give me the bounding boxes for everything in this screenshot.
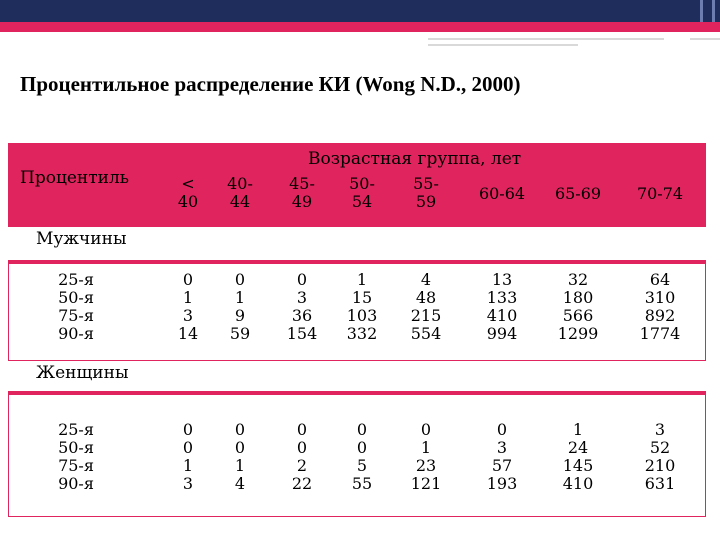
table-cell: 0 [296,438,308,457]
table-cell: 0 [182,438,194,457]
value-column [205,421,275,493]
table-cell: 3 [654,420,666,439]
table-cell: 0 [296,420,308,439]
value-column [543,271,613,343]
table-cell: 0 [182,420,194,439]
age-column-header: 50- 54 [349,174,375,211]
top-bar-stripe [712,0,715,22]
age-column-header: 40- 44 [227,174,253,211]
table-cell: 1 [420,438,432,457]
age-column-header: 55- 59 [413,174,439,211]
percentile-labels: 25-я 50-я 75-я 90-я [58,420,94,493]
table-cell: 5 [356,456,368,475]
table-cell: 892 [644,306,676,325]
table-cell: 64 [649,270,671,289]
table-cell: 9 [234,306,246,325]
table-cell: 0 [234,420,246,439]
decor-line [428,44,578,46]
table-cell: 180 [562,288,594,307]
table-cell: 1 [356,270,368,289]
table-cell: 3 [496,438,508,457]
value-column [625,271,695,343]
table-cell: 32 [567,270,589,289]
table-cell: 631 [644,474,676,493]
table-cell: 36 [291,306,313,325]
table-cell: 0 [234,270,246,289]
age-column-header: 70-74 [636,184,684,203]
table-cell: 0 [356,420,368,439]
table-cell: 0 [296,270,308,289]
table-cell: 3 [296,288,308,307]
age-group-header: Возрастная группа, лет [308,149,522,169]
table-cell: 0 [182,270,194,289]
age-column-header: 60-64 [478,184,526,203]
table-cell: 154 [286,324,318,343]
page-title: Процентильное распределение КИ (Wong N.D., 2000) [20,72,521,96]
value-column [391,271,461,343]
table-cell: 23 [415,456,437,475]
table-cell: 52 [649,438,671,457]
table-cell: 13 [491,270,513,289]
value-column [327,421,397,493]
value-column [205,271,275,343]
table-cell: 566 [562,306,594,325]
value-column [467,421,537,493]
table-cell: 48 [415,288,437,307]
decor-line [690,38,720,40]
table-cell: 1 [234,456,246,475]
table-cell: 133 [486,288,518,307]
table-cell: 24 [567,438,589,457]
percentile-labels: 25-я 50-я 75-я 90-я [58,270,94,343]
decor-line [428,38,664,40]
table-cell: 210 [644,456,676,475]
table-cell: 4 [234,474,246,493]
value-column [625,421,695,493]
table-cell: 2 [296,456,308,475]
table-cell: 59 [229,324,251,343]
table-cell: 3 [182,306,194,325]
table-cell: 554 [410,324,442,343]
table-cell: 0 [496,420,508,439]
table-cell: 1 [182,288,194,307]
age-column-header: 45- 49 [289,174,315,211]
table-cell: 4 [420,270,432,289]
table-cell: 1 [234,288,246,307]
table-cell: 0 [356,438,368,457]
table-cell: 15 [351,288,373,307]
top-bar-stripe [700,0,703,22]
age-column-header: 65-69 [554,184,602,203]
table-cell: 215 [410,306,442,325]
table-cell: 121 [410,474,442,493]
percentile-table [8,143,706,517]
table-cell: 310 [644,288,676,307]
group-label-women: Женщины [36,363,129,383]
table-cell: 410 [486,306,518,325]
table-cell: 103 [346,306,378,325]
table-cell: 193 [486,474,518,493]
table-cell: 1299 [557,324,599,343]
percentile-header: Процентиль [20,168,130,188]
table-cell: 994 [486,324,518,343]
value-column [391,421,461,493]
accent-bar [0,22,720,32]
table-cell: 3 [182,474,194,493]
value-column [327,271,397,343]
table-cell: 0 [234,438,246,457]
table-cell: 1 [572,420,584,439]
table-cell: 0 [420,420,432,439]
group-label-men: Мужчины [36,229,127,249]
table-cell: 55 [351,474,373,493]
age-column-header: < 40 [177,174,199,211]
table-cell: 145 [562,456,594,475]
table-cell: 1 [182,456,194,475]
table-cell: 14 [177,324,199,343]
top-bar [0,0,720,22]
table-cell: 22 [291,474,313,493]
value-column [543,421,613,493]
table-cell: 410 [562,474,594,493]
value-column [467,271,537,343]
table-cell: 57 [491,456,513,475]
table-cell: 332 [346,324,378,343]
table-cell: 1774 [639,324,681,343]
